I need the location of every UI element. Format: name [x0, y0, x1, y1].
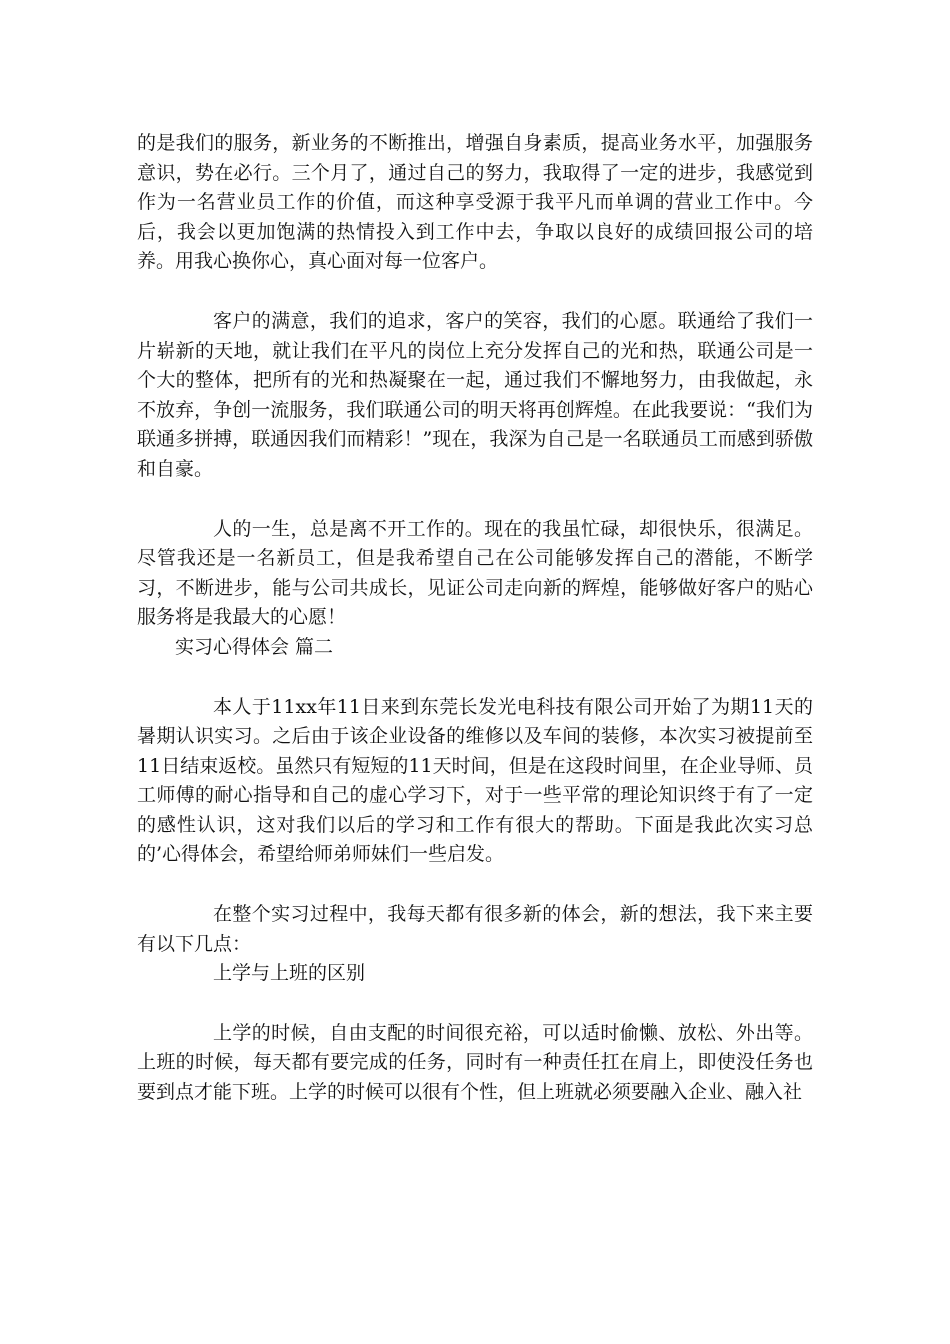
section-title: 实习心得体会 篇二 — [175, 635, 334, 658]
paragraph-life-and-work: 人的一生，总是离不开工作的。现在的我虽忙碌，却很快乐，很满足。尽管我还是一名新员工，但是我希望自己在公司能够发挥自己的潜能，不断学习，不断进步，能与公司共成长，见证公司走向新的辉煌，能够做好客户的贴心服务将是我最大的心愿！ — [137, 517, 813, 629]
paragraph-internship-intro: 本人于11xx年11日来到东莞长发光电科技有限公司开始了为期11天的暑期认识实习。之后由于该企业设备的维修以及车间的装修，本次实习被提前至11日结束返校。虽然只有短短的11天时间，但是在这段时间里，在企业导师、员工师傅的耐心指导和自己的虚心学习下，对于一些平常的理论知识终于有了一定的感性认识，这对我们以后的学习和工作有很大的帮助。下面是我此次实习总的’心得体会，希望给师弟师妹们一些启发。 — [137, 695, 813, 866]
paragraph-continuation: 的是我们的服务，新业务的不断推出，增强自身素质，提高业务水平，加强服务意识，势在必行。三个月了，通过自己的努力，我取得了一定的进步，我感觉到作为一名营业员工作的价值，而这种享受源于我平凡而单调的营业工作中。今后，我会以更加饱满的热情投入到工作中去，争取以良好的成绩回报公司的培养。用我心换你心，真心面对每一位客户。 — [137, 132, 813, 273]
paragraph-school-vs-work: 上学的时候，自由支配的时间很充裕，可以适时偷懒、放松、外出等。上班的时候，每天都有要完成的任务，同时有一种责任扛在肩上，即使没任务也要到点才能下班。上学的时候可以很有个性，但上班就必须要融入企业、融入社 — [137, 1021, 813, 1104]
paragraph-internship-experience: 在整个实习过程中，我每天都有很多新的体会，新的想法，我下来主要有以下几点： — [137, 903, 813, 955]
subheading-school-vs-work: 上学与上班的区别 — [213, 962, 366, 985]
paragraph-customer-satisfaction: 客户的满意，我们的追求，客户的笑容，我们的心愿。联通给了我们一片崭新的天地，就让我们在平凡的岗位上充分发挥自己的光和热，联通公司是一个大的整体，把所有的光和热凝聚在一起，通过我们不懈地努力，由我做起，永不放弃，争创一流服务，我们联通公司的明天将再创辉煌。在此我要说：“我们为联通多拼搏，联通因我们而精彩！”现在，我深为自己是一名联通员工而感到骄傲和自豪。 — [137, 309, 813, 480]
document-page — [137, 129, 813, 1108]
